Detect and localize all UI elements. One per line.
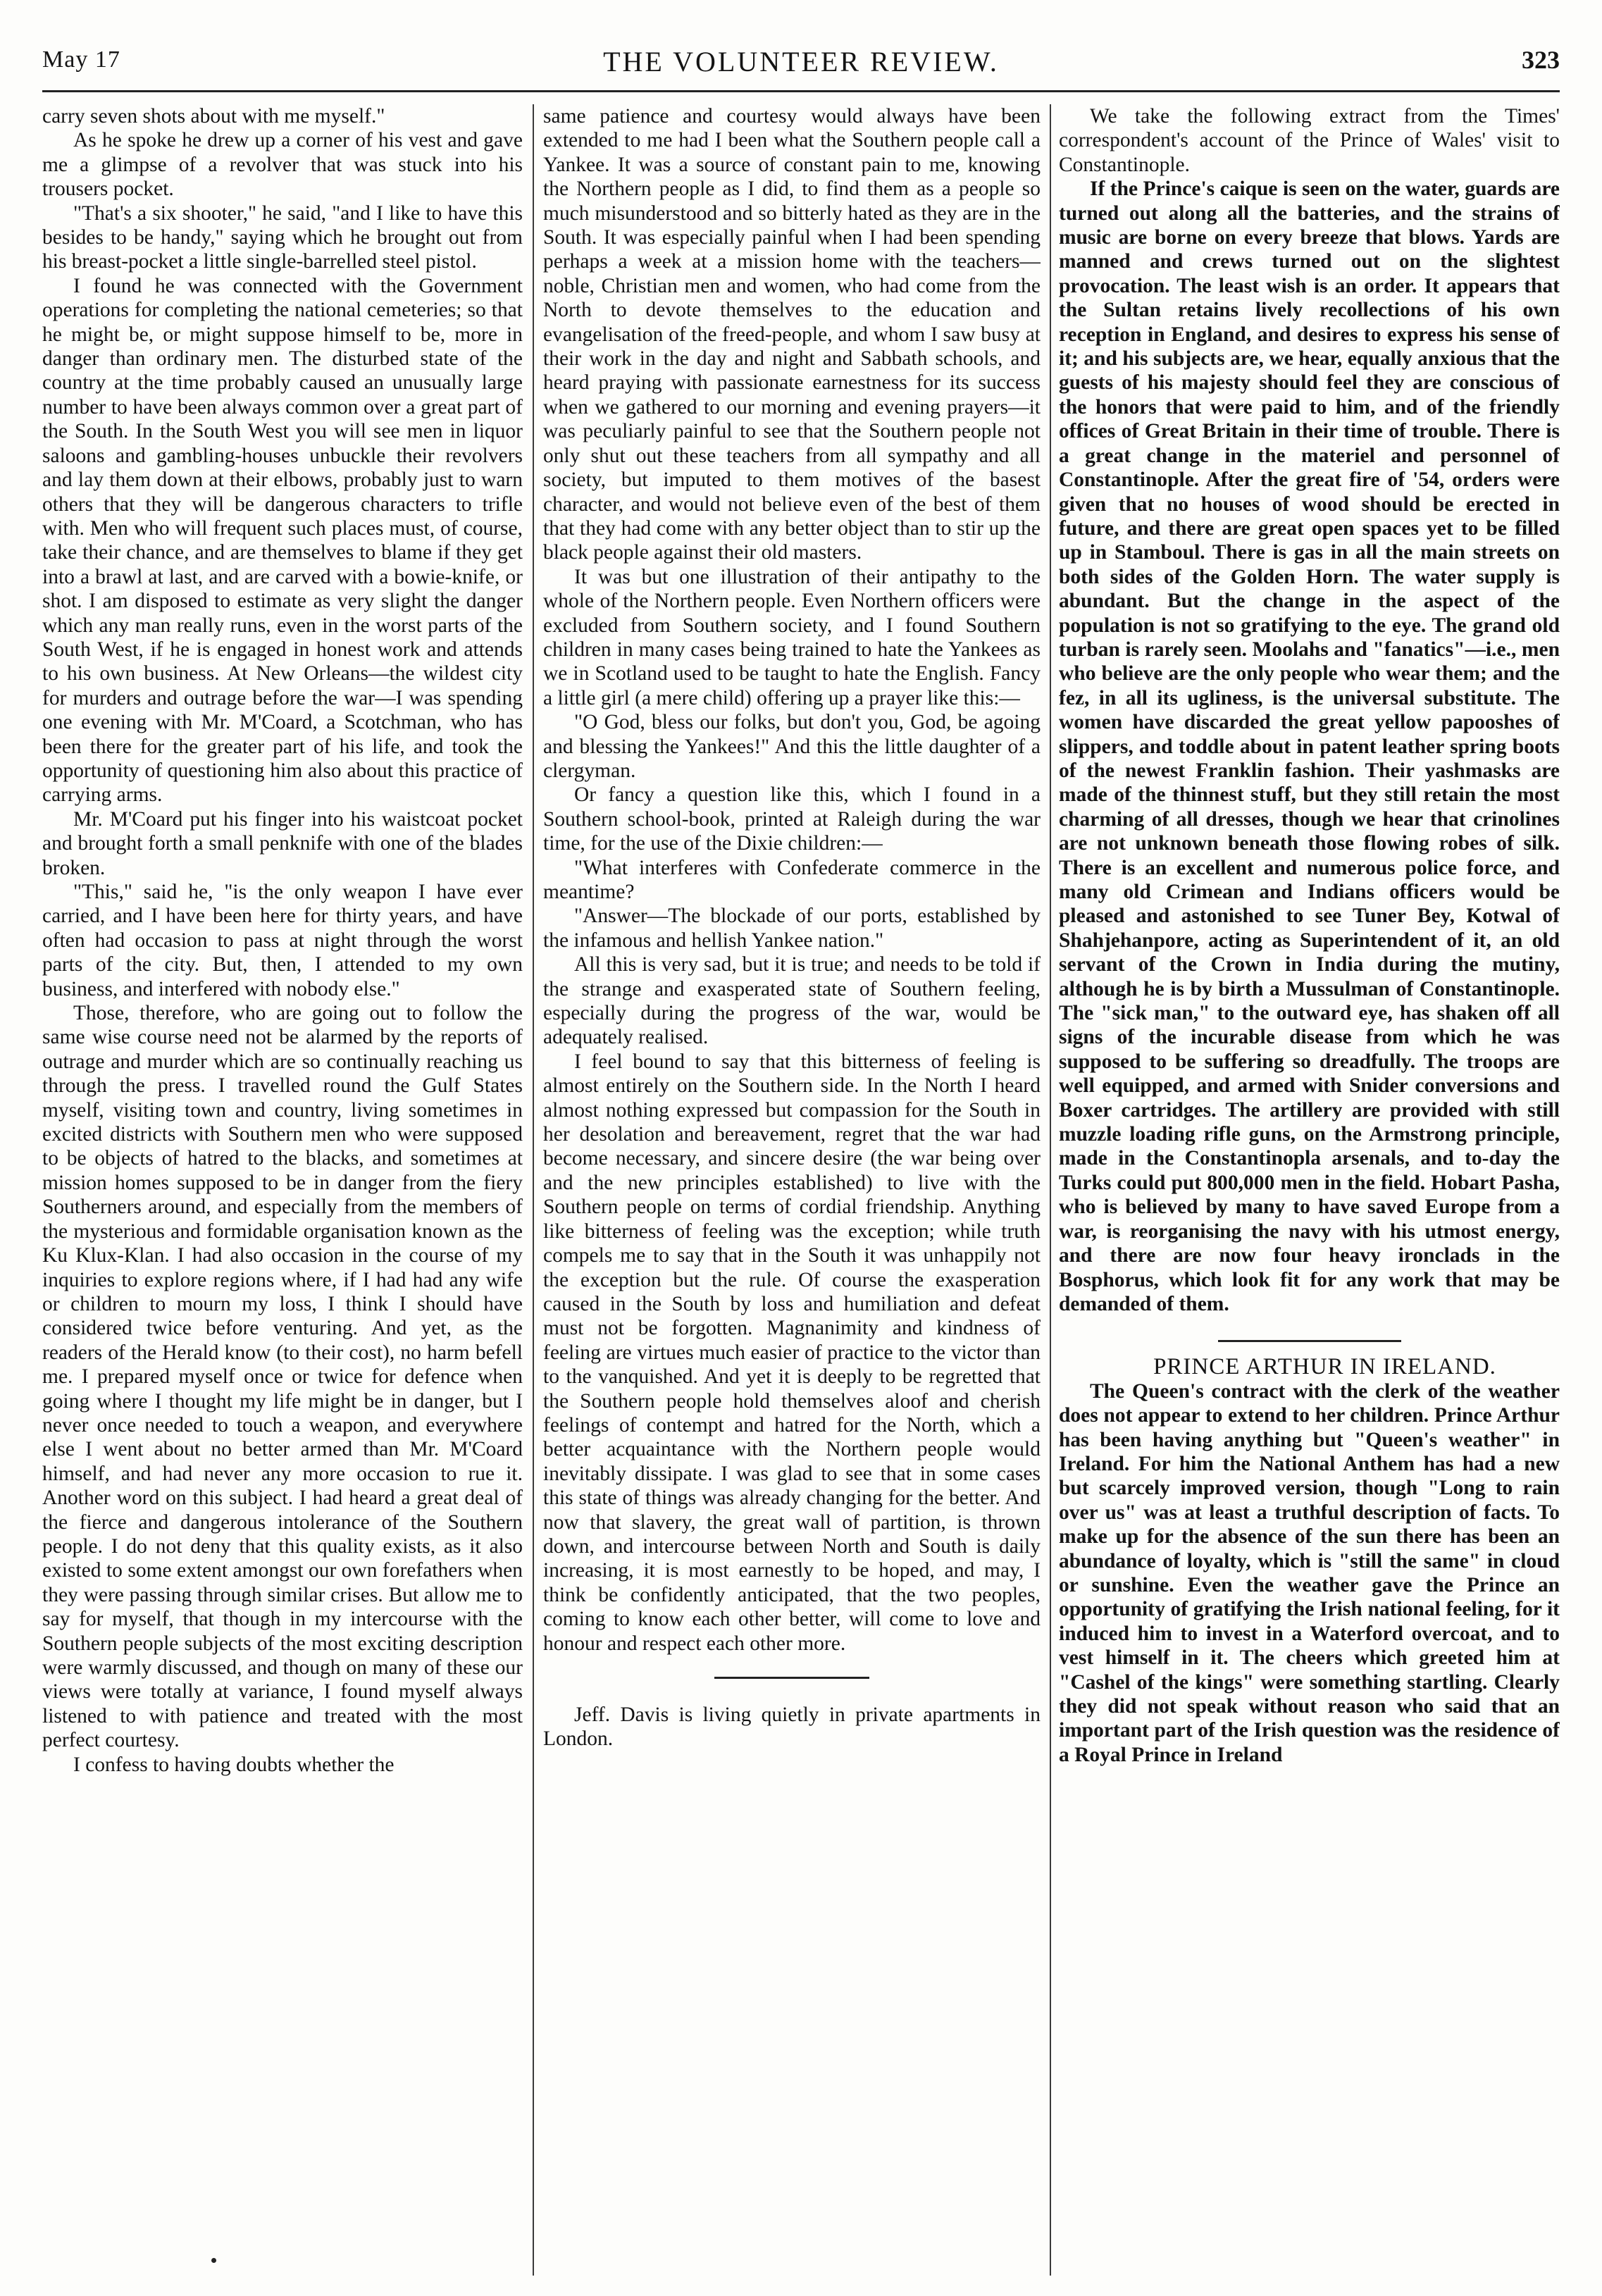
prince-arthur-article	[1059, 1379, 1560, 1768]
paragraph: carry seven shots about with me myself."	[42, 105, 385, 128]
header-date: May 17	[42, 46, 120, 73]
paragraph: As he spoke he drew up a corner of his vest and gave me a glimpse of a revolver that was stuck into his trousers pocket.	[42, 129, 523, 201]
intro-paragraph: We take the following extract from the Times' correspondent's account of the Prince of Wales' visit to Constantinople.	[1059, 105, 1560, 176]
paragraph: Or fancy a question like this, which I found in a Southern school-book, printed at Raleigh during the war time, for the use of the Dixie children:—	[543, 783, 1041, 855]
constantinople-extract	[1059, 177, 1560, 1316]
paragraph: I confess to having doubts whether the	[73, 1753, 395, 1776]
paragraph: "O God, bless our folks, but don't you, God, be agoing and blessing the Yankees!" And this the little daughter of a clergyman.	[543, 711, 1041, 782]
paragraph: I found he was connected with the Government operations for completing the national cemeteries; so that he might be, or might suppose himself to be, more in danger than ordinary men. The disturbed state of the country at the time probably caused an unusually large number to have been always common over a great part of the South. In the South West you will see men in liquor saloons and gambling-houses unbuckle their revolvers and lay them down at their elbows, probably just to warn others that they will be dangerous characters to trifle with. Men who will frequent such places must, of course, take their chance, and are themselves to blame if they get into a brawl at last, and are carved with a bowie-knife, or shot. I am disposed to estimate as very slight the danger which any man really runs, even in the worst parts of the South West, if he is engaged in honest work and attends to his own business. At New Orleans—the wildest city for murders and outrage before the war—I was spending one evening with Mr. M'Coard, a Scotchman, who has been there for the greater part of his life, and took the opportunity of questioning him also about this practice of carrying arms.	[42, 274, 523, 807]
paragraph: All this is very sad, but it is true; and needs to be told if the strange and exasperated state of Southern feeling, especially during the progress of the war, would be adequately realised.	[543, 953, 1041, 1049]
column-divider	[533, 104, 534, 2276]
separator-rule	[714, 1677, 869, 1679]
separator-rule	[1218, 1340, 1401, 1342]
paragraph: same patience and courtesy would always have been extended to me had I been what the Southern people call a Yankee. It was a source of constant pain to me, knowing the Northern people as I did, to find them as a people so much misunderstood and so bitterly hated as they are in the South. It was especially painful when I had been spending perhaps a week at a mission home with the teachers—noble, Christian men and women, who had come from the North to devote themselves to the education and evangelisation of the freed-people, and whom I saw busy at their work in the day and night and Sabbath schools, and heard praying with passionate earnestness for its success when we gathered to our morning and evening prayers—it was peculiarly painful to see that the Southern people not only shut out these teachers from all sympathy and all society, but imputed to them motives of the basest character, and would not believe even of the best of them that they had come with any better object than to stir up the black people against their old masters.	[543, 105, 1041, 564]
paragraph: The Queen's contract with the clerk of the weather does not appear to extend to her children. Prince Arthur has been having anything but "Queen's weather" in Ireland. For him the National Anthem has had a new but scarcely improved version, though "Long to rain over us" was at least a truthful description of facts. To make up for the absence of the sun there has been an abundance of loyalty, which is "still the same" in cloud or sunshine. Even the weather gave the Prince an opportunity of gratifying the Irish national feeling, for it induced him to invest in a Waterford overcoat, and to vest himself in it. The cheers which greeted him at "Cashel of the kings" were something startling. Clearly they did not speak without reason who said that an important part of the Irish question was the residence of a Royal Prince in Ireland	[1059, 1379, 1560, 1766]
paragraph: If the Prince's caique is seen on the water, guards are turned out along all the batteries, and the strains of music are borne on every breeze that blows. Yards are manned and crews turned out on the slightest provocation. The least wish is an order. It appears that the Sultan retains lively recollections of his own reception in England, and desires to express his sense of it; and his subjects are, we hear, equally anxious that the guests of his majesty should feel they are conscious of the honors that were paid to him, and of the friendly offices of Great Britain in their time of trouble. There is a great change in the materiel and personnel of Constantinople. After the great fire of '54, orders were given that no houses of wood should be erected in future, and there are great open spaces yet to be filled up in Stamboul. There is gas in all the main streets on both sides of the Golden Horn. The water supply is abundant. But the change in the aspect of the population is not so gratifying to the eye. The grand old turban is rarely seen. Moolahs and "fanatics"—i.e., men who believe are the only people who wear them; and the fez, in all its ugliness, is the universal substitute. The women have discarded the great yellow papooshes of slippers, and toddle about in patent leather spring boots of the newest Franklin fashion. Their yashmasks are made of the thinnest stuff, but they still retain the most charming of all dresses, though we hear that crinolines are not unknown beneath those flowing robes of silk. There is an excellent and numerous police force, and many old Crimean and Indians officers would be pleased and astonished to see Tuner Bey, Kotwal of Shahjehanpore, acting as Superintendent of it, an old servant of the Crown in India during the mutiny, although he is by birth a Mussulman of Constantinople. The "sick man," to the outward eye, has shaken off all signs of the incurable disease from which he was supposed to be suffering so dreadfully. The troops are well equipped, and armed with Snider conversions and Boxer cartridges. The artillery are provided with still muzzle loading rifle guns, on the Armstrong principle, made in the Constantinopla arsenals, and to-day the Turks could put 800,000 men in the field. Hobart Pasha, who is believed by many to have saved Europe from a war, is reorganising the navy with his utmost energy, and there are now four heavy ironclads in the Bosphorus, which look fit for any work that may be demanded of them.	[1059, 178, 1560, 1315]
page-header	[42, 37, 1560, 86]
news-item-jeff-davis: Jeff. Davis is living quietly in private apartments in London.	[543, 1704, 1041, 1751]
section-heading: PRINCE ARTHUR IN IRELAND.	[1153, 1354, 1496, 1380]
paragraph: "That's a six shooter," he said, "and I like to have this besides to be handy," saying which he brought out from his breast-pocket a little single-barrelled steel pistol.	[42, 201, 523, 273]
column-divider	[1050, 104, 1051, 2276]
header-title: THE VOLUNTEER REVIEW.	[603, 46, 999, 77]
paragraph: It was but one illustration of their antipathy to the whole of the Northern people. Even Northern officers were excluded from Southern society, and I found Southern children in many cases being trained to hate the Yankees as we in Scotland used to be taught to hate the English. Fancy a little girl (a mere child) offering up a prayer like this:—	[543, 565, 1041, 709]
paragraph: "What interferes with Confederate commerce in the meantime?	[543, 856, 1041, 903]
paragraph: I feel bound to say that this bitterness of feeling is almost entirely on the Southern side. In the North I heard almost nothing expressed but compassion for the South in her desolation and bereavement, regret that the war had become necessary, and sincere desire (the war being over and the new principles established) to live with the Southern people on terms of cordial friendship. Anything like bitterness of feeling was the exception; while truth compels me to say that in the South it was unhappily not the exception but the rule. Of course the exasperation caused in the South by loss and humiliation and defeat must not be forgotten. Magnanimity and kindness of feeling are virtues much easier of practice to the victor than to the vanquished. And yet it is deeply to be regretted that the Southern people hold themselves aloof and cherish feelings of contempt and hatred for the North, which a better acquaintance with the Northern people would inevitably dissipate. I was glad to see that in some cases this state of things was already changing for the better. And now that slavery, the great wall of partition, is thrown down, and intercourse between North and South is daily increasing, it is most earnestly to be hoped, and may, I think be confidently anticipated, that the two peoples, coming to know each other better, will come to love and honour and respect each other more.	[543, 1050, 1041, 1655]
header-rule	[42, 90, 1560, 92]
paragraph: "Answer—The blockade of our ports, established by the infamous and hellish Yankee nation."	[543, 905, 1041, 952]
article-column-1	[42, 104, 523, 2274]
article-column-3	[1059, 104, 1560, 2274]
paragraph: Mr. M'Coard put his finger into his waistcoat pocket and brought forth a small penknife with one of the blades broken.	[42, 807, 523, 879]
printer-dot	[211, 2258, 216, 2263]
paragraph: Those, therefore, who are going out to follow the same wise course need not be alarmed by the reports of outrage and murder which are so continually reaching us through the press. I travelled round the Gulf States myself, visiting town and country, living sometimes in excited districts with Southern men who were supposed to be objects of hatred to the blacks, and sometimes at mission homes supposed to be in danger from the fiery Southerners around, and especially from the members of the mysterious and formidable organisation known as the Ku Klux-Klan. I had also occasion in the course of my inquiries to explore regions where, if I had had any wife or children to mourn my loss, I think I should have considered twice before venturing. And yet, as the readers of the Herald know (to their cost), no harm befell me. I prepared myself once or twice for defence when going where I thought my life might be in danger, but I never once needed to touch a weapon, and everywhere else I went about no better armed than Mr. M'Coard himself, and had never any more occasion to rue it. Another word on this subject. I had heard a great deal of the fierce and dangerous intolerance of the Southern people. I do not deny that this quality exists, as it also existed to some extent amongst our own forefathers when they were passing through similar crises. But allow me to say for myself, that though in my intercourse with the Southern people subjects of the most exciting description were warmly discussed, and though on many of these our views were totally at variance, I found myself always listened to with patience and treated with the most perfect courtesy.	[42, 1002, 523, 1752]
article-column-2	[543, 104, 1041, 2274]
paragraph: "This," said he, "is the only weapon I have ever carried, and I have been here for thirty years, and have often had occasion to pass at night through the worst parts of the city. But, then, I attended to my own business, and interfered with nobody else."	[42, 881, 523, 1000]
header-page-number: 323	[1522, 46, 1560, 74]
